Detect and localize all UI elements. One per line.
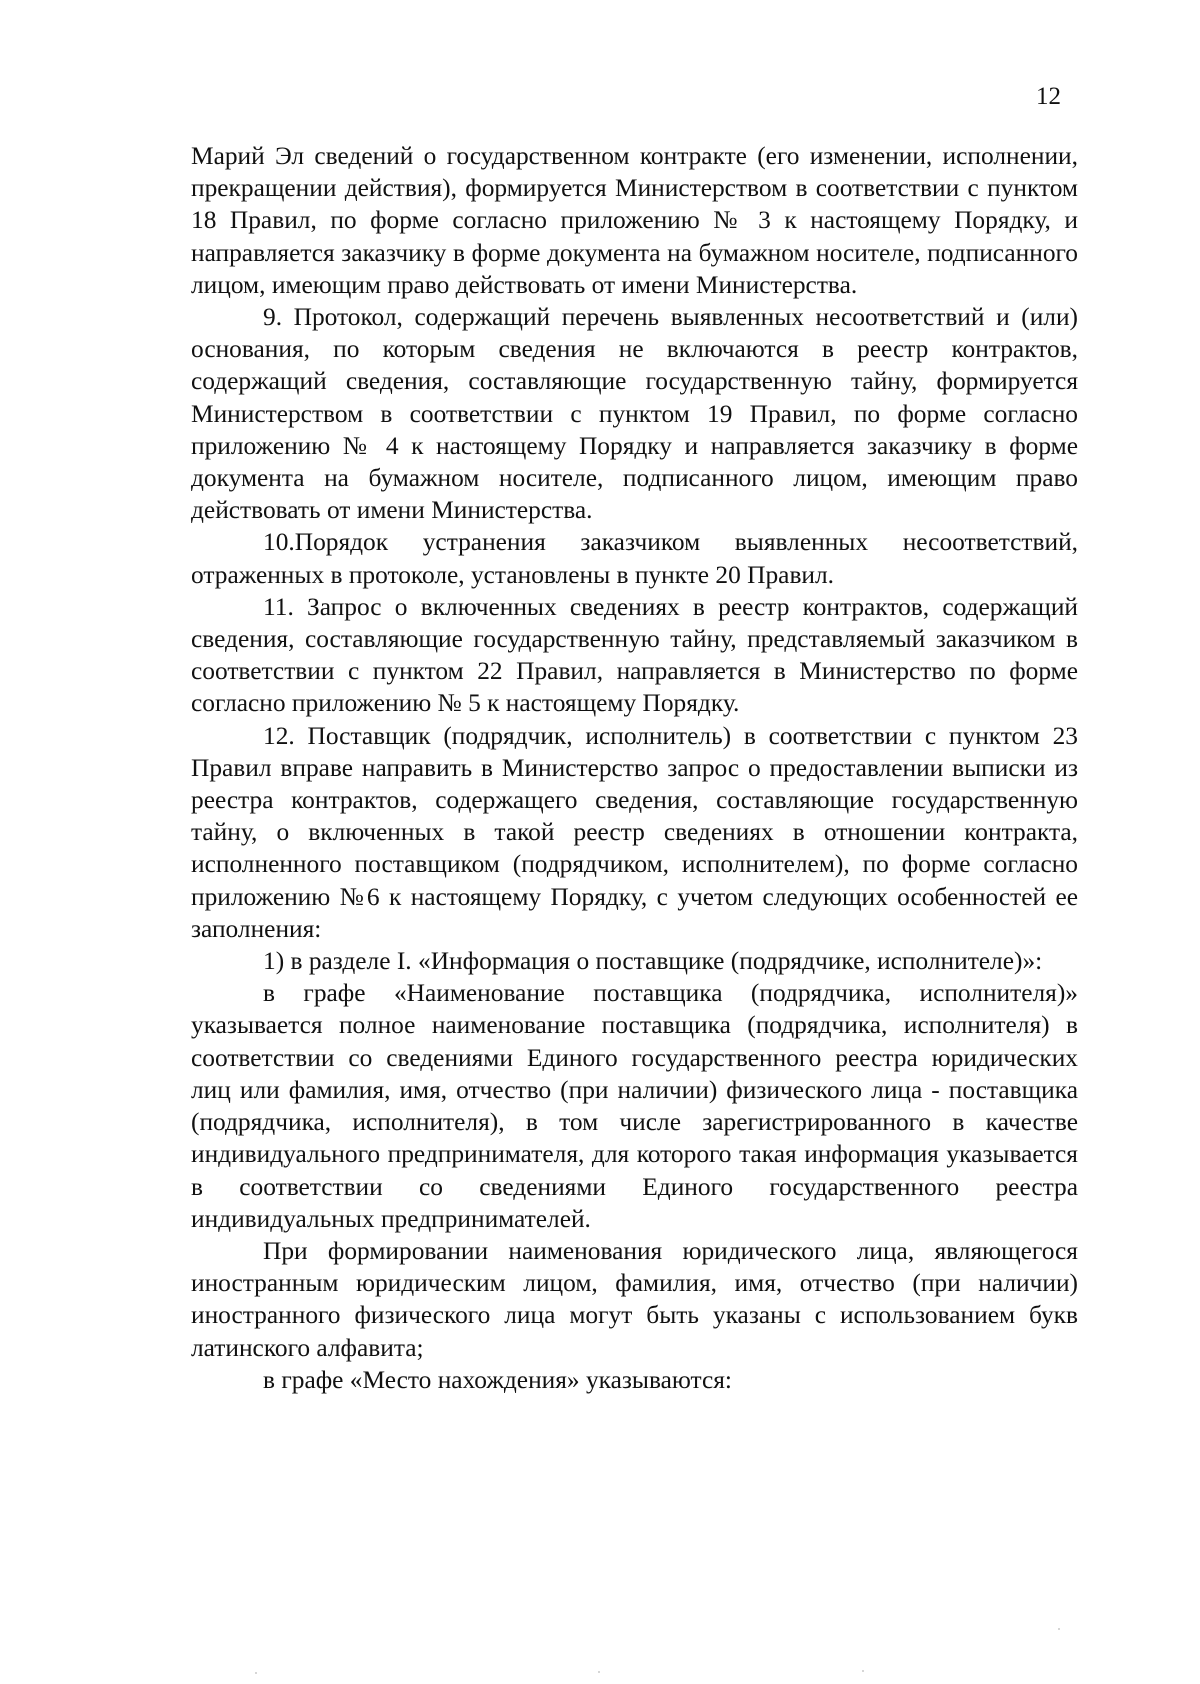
scan-speck (862, 1670, 864, 1672)
paragraph-item-12: 12. Поставщик (подрядчик, исполнитель) в соответствии с пунктом 23 Правил вправе направить в Министерство запрос о предоставлении выписки из реестра контрактов, содержащего сведения, составляющие государственную тайну, о включенных в такой реестр сведениях в отношении контракта, исполненного поставщиком (подрядчиком, исполнителем), по форме согласно приложению №6 к настоящему Порядку, с учетом следующих особенностей ее заполнения: (191, 721, 1078, 943)
document-body (191, 140, 1078, 1396)
scan-speck (598, 1671, 600, 1673)
paragraph-supplier-name-field: в графе «Наименование поставщика (подрядчика, исполнителя)» указывается полное наименование поставщика (подрядчика, исполнителя) в соответствии со сведениями Единого государственного реестра юридических лиц или фамилия, имя, отчество (при наличии) физического лица - поставщика (подрядчика, исполнителя), в том числе зарегистрированного в качестве индивидуального предпринимателя, для которого такая информация указывается в соответствии со сведениями Единого государственного реестра индивидуальных предпринимателей. (191, 979, 1078, 1233)
paragraph-subitem-1: 1) в разделе I. «Информация о поставщике (подрядчике, исполнителе)»: (263, 947, 1043, 976)
paragraph-foreign-entity-naming: При формировании наименования юридического лица, являющегося иностранным юридическим лицом, фамилия, имя, отчество (при наличии) иностранного физического лица могут быть указаны с использованием букв латинского алфавита; (191, 1236, 1078, 1362)
scan-speck (255, 1672, 257, 1674)
paragraph-item-9: 9. Протокол, содержащий перечень выявленных несоответствий и (или) основания, по которым сведения не включаются в реестр контрактов, содержащий сведения, составляющие государственную тайну, формируется Министерством в соответствии с пунктом 19 Правил, по форме согласно приложению № 4 к настоящему Порядку и направляется заказчику в форме документа на бумажном носителе, подписанного лицом, имеющим право действовать от имени Министерства. (191, 303, 1078, 525)
scan-speck (1058, 1628, 1060, 1630)
paragraph-location-field: в графе «Место нахождения» указываются: (263, 1365, 732, 1394)
paragraph-continuation: Марий Эл сведений о государственном контракте (его изменении, исполнении, прекращении действия), формируется Министерством в соответствии с пунктом 18 Правил, по форме согласно приложению № 3 к настоящему Порядку, и направляется заказчику в форме документа на бумажном носителе, подписанного лицом, имеющим право действовать от имени Министерства. (191, 142, 1078, 299)
paragraph-item-11: 11. Запрос о включенных сведениях в реестр контрактов, содержащий сведения, составляющие государственную тайну, представляемый заказчиком в соответствии с пунктом 22 Правил, направляется в Министерство по форме согласно приложению № 5 к настоящему Порядку. (191, 592, 1078, 718)
paragraph-item-10: 10.Порядок устранения заказчиком выявленных несоответствий, отраженных в протоколе, установлены в пункте 20 Правил. (191, 528, 1078, 589)
page-number: 12 (1036, 83, 1061, 110)
